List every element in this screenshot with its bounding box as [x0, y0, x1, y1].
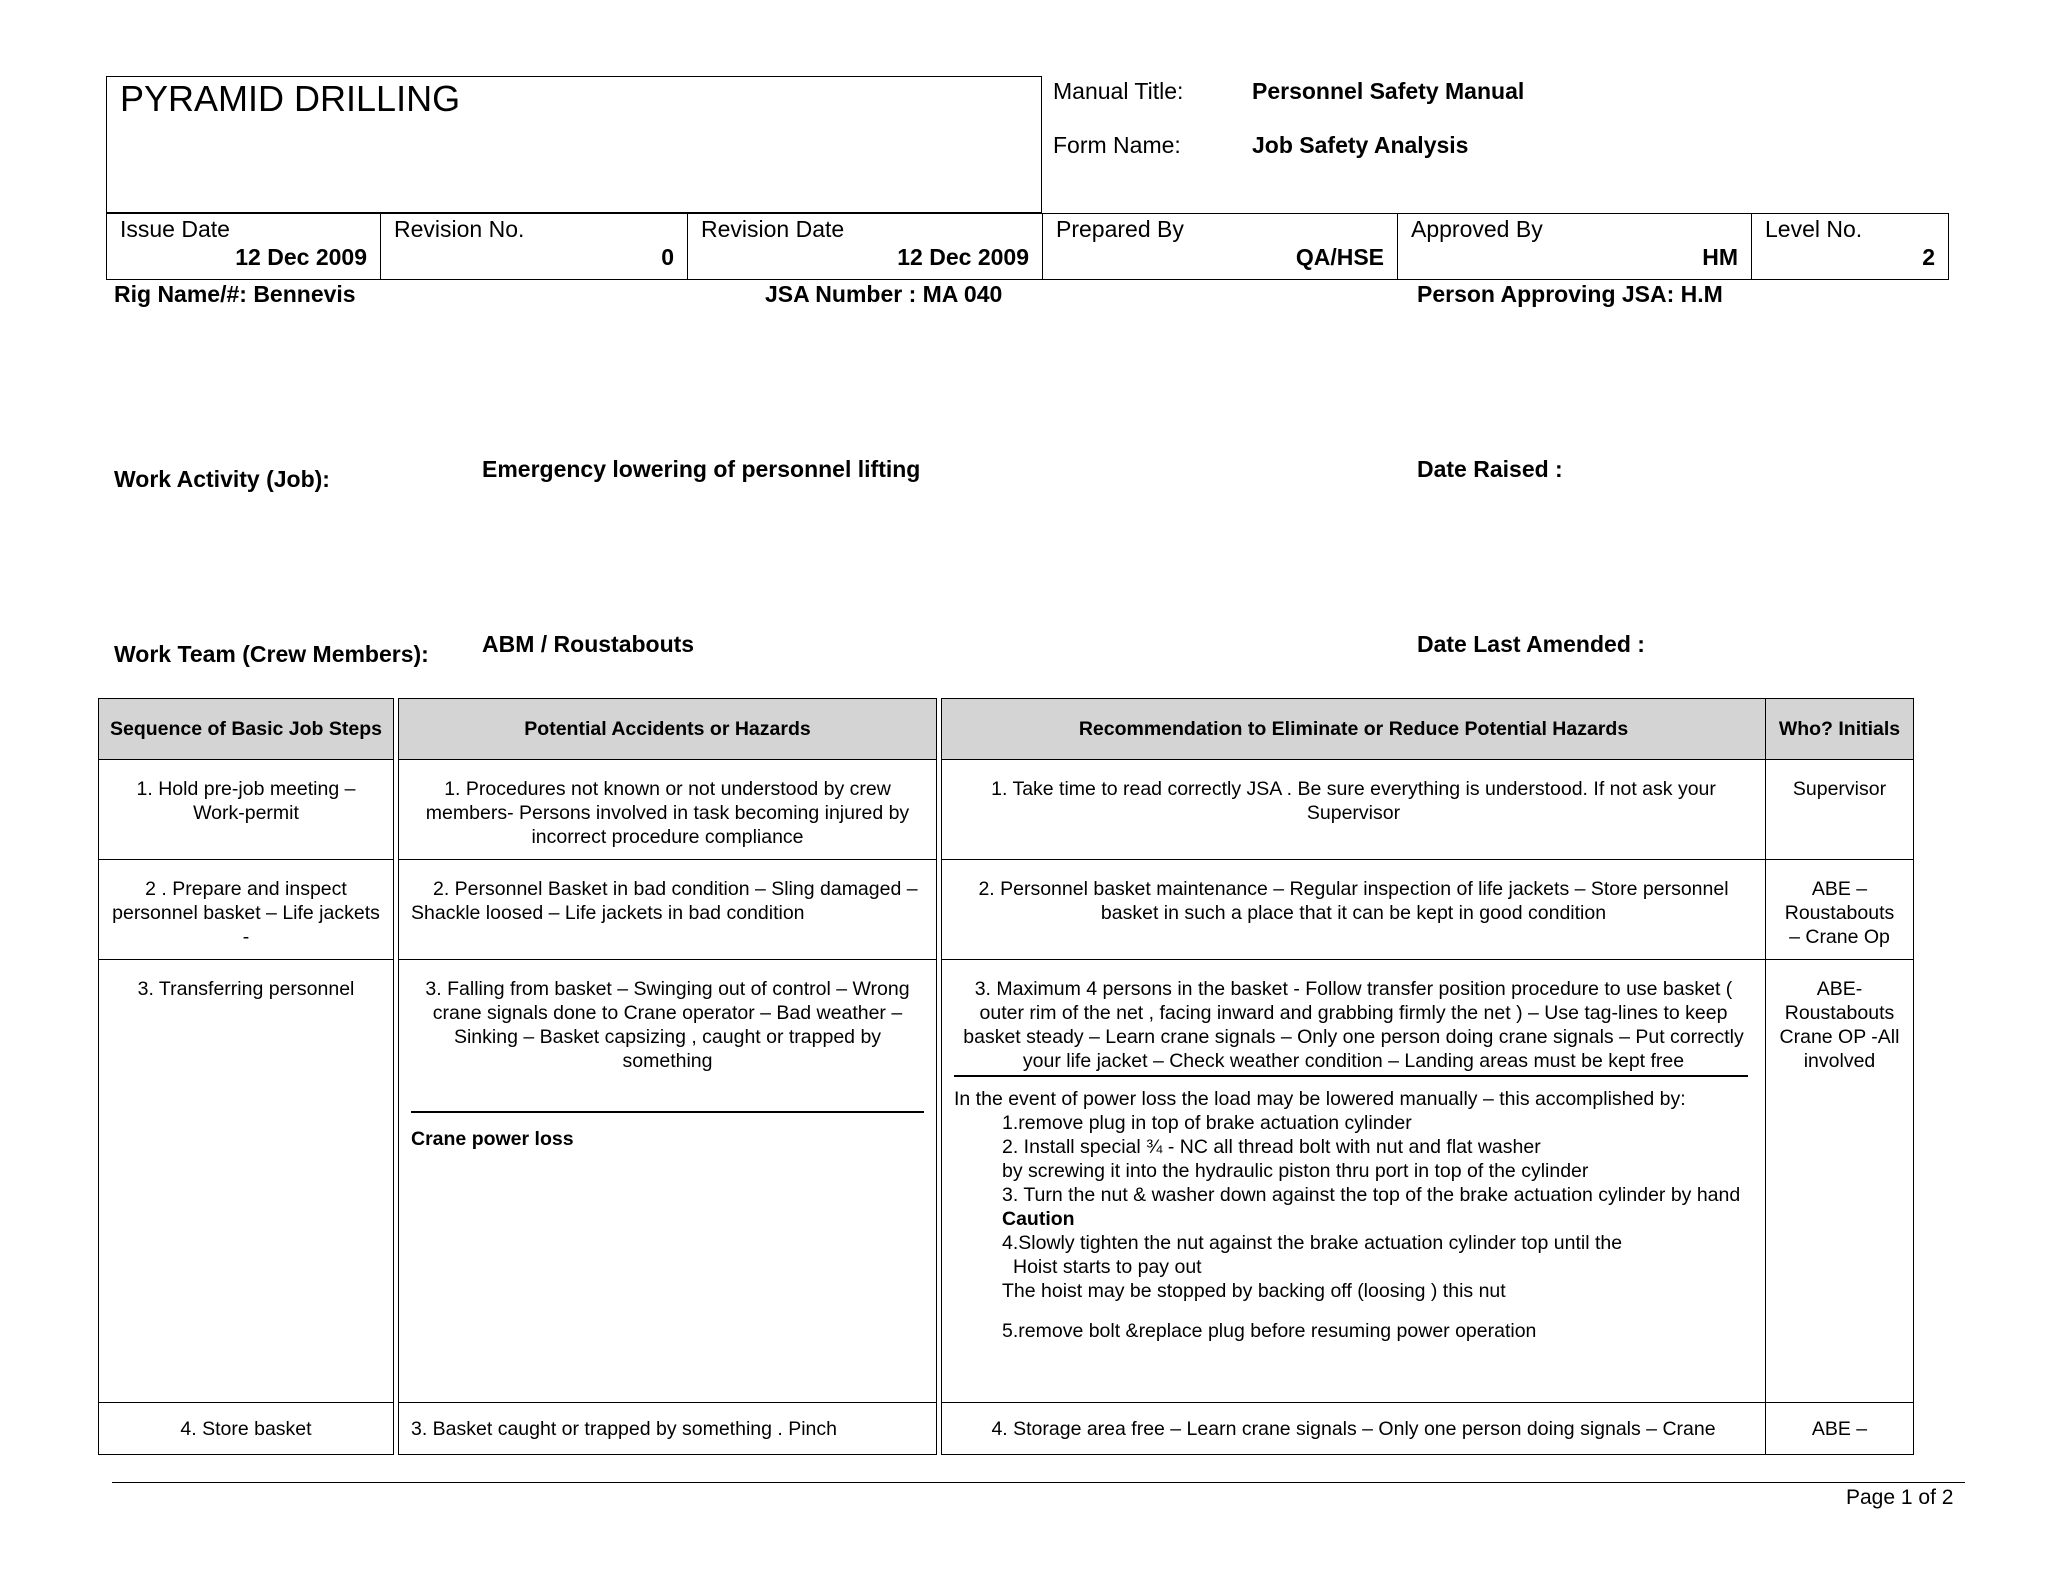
- power-loss-step-2a: 2. Install special ¾ - NC all thread bolt with nut and flat washer: [1002, 1136, 1541, 1158]
- who-initials: ABE – Roustabouts – Crane Op: [1784, 878, 1895, 948]
- document-control-row: [106, 213, 1949, 280]
- company-name: PYRAMID DRILLING: [120, 78, 461, 119]
- divider: [954, 1075, 1748, 1077]
- power-loss-caution: Caution: [1002, 1208, 1075, 1230]
- level-no-cell: [1752, 214, 1948, 279]
- work-activity: Emergency lowering of personnel lifting: [482, 456, 921, 482]
- work-team: ABM / Roustabouts: [482, 631, 695, 657]
- prepared-by-cell: [1043, 214, 1398, 279]
- header-recommendation: Recommendation to Eliminate or Reduce Potential Hazards: [941, 698, 1766, 760]
- page-number: Page 1 of 2: [1846, 1486, 1954, 1509]
- level-no-label: Level No.: [1765, 216, 1863, 242]
- table-header-row: [98, 698, 1914, 760]
- hazard: 2. Personnel Basket in bad condition – Sling damaged – Shackle loosed – Life jackets in bad condition: [411, 878, 918, 924]
- job-step: 4. Store basket: [180, 1418, 312, 1440]
- hazard: 1. Procedures not known or not understood by crew members- Persons involved in task becoming injured by incorrect procedure compliance: [425, 778, 910, 848]
- power-loss-step-4a: 4.Slowly tighten the nut against the brake actuation cylinder top until the: [1002, 1232, 1623, 1254]
- revision-date-cell: [688, 214, 1043, 279]
- issue-date-label: Issue Date: [120, 216, 230, 242]
- revision-date-value: 12 Dec 2009: [897, 244, 1029, 270]
- recommendation-cell: [942, 960, 1765, 1343]
- table-row: [98, 1403, 1914, 1455]
- approved-by-label: Approved By: [1411, 216, 1543, 242]
- prepared-by-value: QA/HSE: [1295, 244, 1384, 270]
- hazard-cell: [399, 960, 936, 1151]
- revision-no-label: Revision No.: [394, 216, 525, 242]
- who-initials: ABE- Roustabouts Crane OP -All involved: [1779, 978, 1900, 1072]
- recommendation: 2. Personnel basket maintenance – Regular inspection of life jackets – Store personnel basket in such a place that it can be kept in good condition: [978, 878, 1729, 924]
- jsa-table: [98, 698, 1914, 1455]
- power-loss-step-3: 3. Turn the nut & washer down against the top of the brake actuation cylinder by hand: [1002, 1184, 1741, 1206]
- revision-no-cell: [381, 214, 688, 279]
- work-team-label: Work Team (Crew Members):: [114, 641, 429, 667]
- work-activity-label: Work Activity (Job):: [114, 466, 330, 492]
- table-row: [98, 860, 1914, 960]
- power-loss-step-4b: Hoist starts to pay out: [1013, 1256, 1202, 1278]
- form-name-label: Form Name:: [1053, 132, 1181, 158]
- hazard: 3. Basket caught or trapped by something . Pinch: [411, 1418, 838, 1440]
- footer-rule: [112, 1482, 1965, 1483]
- rig-name: Rig Name/#: Bennevis: [114, 281, 356, 307]
- manual-title: Personnel Safety Manual: [1252, 78, 1525, 104]
- who-initials: Supervisor: [1792, 778, 1887, 800]
- divider: [411, 1111, 924, 1113]
- hazard-sub: Crane power loss: [411, 1128, 574, 1150]
- jsa-number: JSA Number : MA 040: [765, 281, 1003, 307]
- power-loss-note: The hoist may be stopped by backing off (loosing ) this nut: [1002, 1280, 1506, 1302]
- issue-date-value: 12 Dec 2009: [235, 244, 367, 270]
- job-step: 2 . Prepare and inspect personnel basket – Life jackets -: [112, 878, 380, 948]
- recommendation: 1. Take time to read correctly JSA . Be sure everything is understood. If not ask your Supervisor: [991, 778, 1716, 824]
- header-hazards: Potential Accidents or Hazards: [398, 698, 937, 760]
- job-step: 1. Hold pre-job meeting – Work-permit: [136, 778, 356, 824]
- recommendation: 4. Storage area free – Learn crane signals – Only one person doing signals – Crane: [991, 1418, 1716, 1440]
- hazard: 3. Falling from basket – Swinging out of control – Wrong crane signals done to Crane operator – Bad weather – Sinking – Basket capsizing , caught or trapped by something: [425, 978, 910, 1072]
- job-step: 3. Transferring personnel: [137, 978, 355, 1000]
- power-loss-step-1: 1.remove plug in top of brake actuation cylinder: [1002, 1112, 1412, 1134]
- power-loss-step-2b: by screwing it into the hydraulic piston thru port in top of the cylinder: [1002, 1160, 1589, 1182]
- person-approving: Person Approving JSA: H.M: [1417, 281, 1723, 307]
- manual-title-label: Manual Title:: [1053, 78, 1184, 104]
- revision-date-label: Revision Date: [701, 216, 845, 242]
- table-row: [98, 760, 1914, 860]
- approved-by-cell: [1398, 214, 1752, 279]
- form-name: Job Safety Analysis: [1252, 132, 1469, 158]
- revision-no-value: 0: [661, 244, 674, 270]
- approved-by-value: HM: [1702, 244, 1738, 270]
- recommendation: 3. Maximum 4 persons in the basket - Follow transfer position procedure to use basket ( outer rim of the net , facing inward and grabbing firmly the net ) – Use tag-lines to keep basket steady – Learn crane signals – Only one person doing crane signals – Put correctly your life jacket – Check weather condition – Landing areas must be kept free: [963, 978, 1744, 1072]
- table-row: [98, 960, 1914, 1403]
- header-job-steps: Sequence of Basic Job Steps: [98, 698, 394, 760]
- level-no-value: 2: [1922, 244, 1935, 270]
- prepared-by-label: Prepared By: [1056, 216, 1184, 242]
- power-loss-intro: In the event of power loss the load may be lowered manually – this accomplished by:: [954, 1088, 1686, 1110]
- header-who: Who? Initials: [1766, 698, 1914, 760]
- who-initials: ABE –: [1811, 1418, 1868, 1440]
- date-raised: Date Raised :: [1417, 456, 1563, 482]
- date-last-amended: Date Last Amended :: [1417, 631, 1645, 657]
- issue-date-cell: [107, 214, 381, 279]
- power-loss-step-5: 5.remove bolt &replace plug before resuming power operation: [1002, 1320, 1537, 1342]
